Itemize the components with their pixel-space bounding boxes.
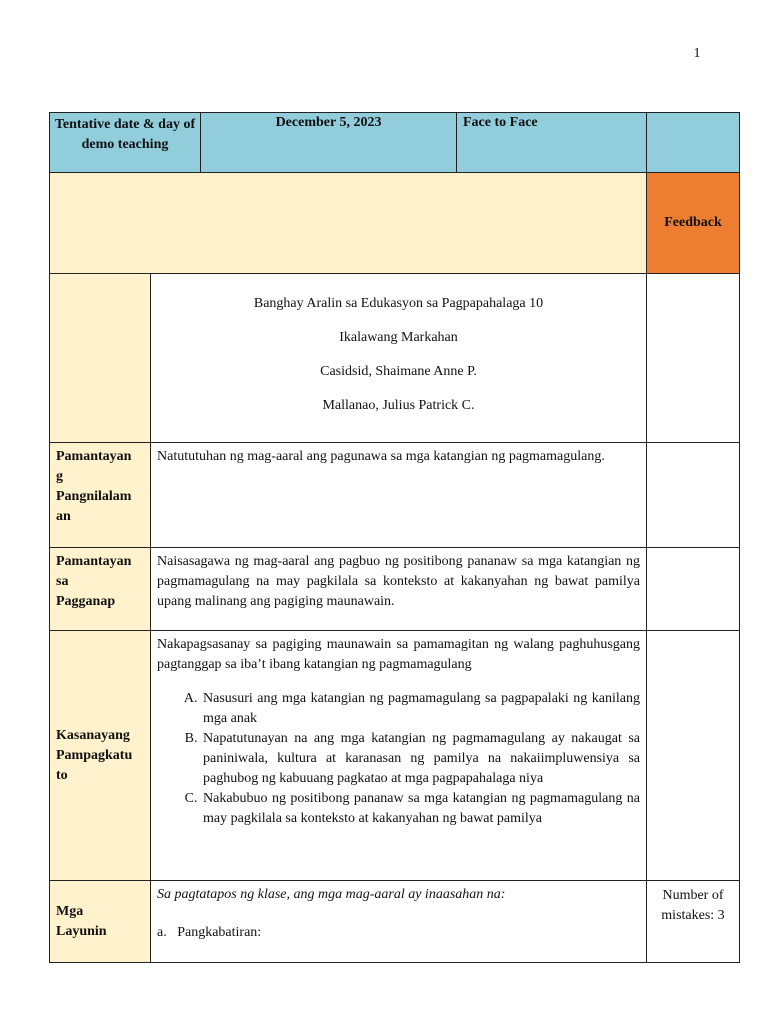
demo-mode-value: Face to Face — [457, 113, 647, 173]
row-kasanayang-pampagkatuto — [50, 631, 740, 881]
cream-banner — [50, 173, 647, 274]
feedback-kasanayan — [647, 631, 740, 881]
author-1: Casidsid, Shaimane Anne P. — [320, 364, 477, 379]
label-kasanayan: Kasanayang Pampagkatu to — [50, 631, 151, 881]
title-label-cell — [50, 274, 151, 443]
feedback-mistakes: Number of mistakes: 3 — [647, 881, 740, 963]
label-pagganap: Pamantayan sa Pagganap — [50, 548, 151, 631]
row-mga-layunin — [50, 881, 740, 963]
row-pamantayang-pangnilalaman — [50, 443, 740, 548]
label-layunin: Mga Layunin — [50, 881, 151, 963]
author-2: Mallanao, Julius Patrick C. — [322, 398, 475, 413]
list-item: C. Nakabubuo ng positibong pananaw sa mga katangian ng pagmamagulang na may pagkilala sa konteksto at kakanyahan ng bawat pamilya — [201, 789, 640, 829]
content-kasanayan — [151, 631, 647, 881]
layunin-sub-item: a. Pangkabatiran: — [157, 925, 262, 940]
kasanayan-intro: Nakapagsasanay sa pagiging maunawain sa pamamagitan ng walang paghuhusgang pagtanggap sa iba’t ibang katangian ng pagmamagulang — [157, 637, 640, 672]
feedback-header-row — [50, 173, 740, 274]
page-number: 1 — [693, 46, 701, 61]
list-item: A. Nasusuri ang mga katangian ng pagmamagulang sa pagpapalaki ng kanilang mga anak — [201, 689, 640, 729]
header-empty-cell — [647, 113, 740, 173]
title-feedback-cell — [647, 274, 740, 443]
demo-date-label: Tentative date & day of demo teaching — [50, 113, 201, 173]
feedback-header: Feedback — [647, 173, 740, 274]
layunin-intro: Sa pagtatapos ng klase, ang mga mag-aaral ay inaasahan na: — [157, 887, 506, 902]
demo-date-value: December 5, 2023 — [201, 113, 457, 173]
content-pagganap: Naisasagawa ng mag-aaral ang pagbuo ng positibong pananaw sa mga katangian ng pagmamagulang na may pagkilala sa konteksto at kakanyahan ng bawat pamilya upang malinang ang pagiging maunawain. — [151, 548, 647, 631]
kasanayan-list — [157, 689, 640, 829]
title-row — [50, 274, 740, 443]
row-pamantayan-sa-pagganap — [50, 548, 740, 631]
header-row — [50, 113, 740, 173]
feedback-pangnilalaman — [647, 443, 740, 548]
label-pangnilalaman: Pamantayan g Pangnilalam an — [50, 443, 151, 548]
quarter-label: Ikalawang Markahan — [339, 330, 458, 345]
title-block — [151, 274, 647, 443]
content-pangnilalaman: Natututuhan ng mag-aaral ang pagunawa sa mga katangian ng pagmamagulang. — [151, 443, 647, 548]
feedback-pagganap — [647, 548, 740, 631]
content-layunin — [151, 881, 647, 963]
list-item: B. Napatutunayan na ang mga katangian ng pagmamagulang ay nakaugat sa paniniwala, kultura at karanasan ng pamilya na nakaiimpluwensiya sa paghubog ng kabuuang pagkatao at mga pagpapahalaga niya — [201, 729, 640, 789]
lesson-plan-table — [49, 112, 740, 963]
lesson-title: Banghay Aralin sa Edukasyon sa Pagpapahalaga 10 — [253, 296, 544, 311]
